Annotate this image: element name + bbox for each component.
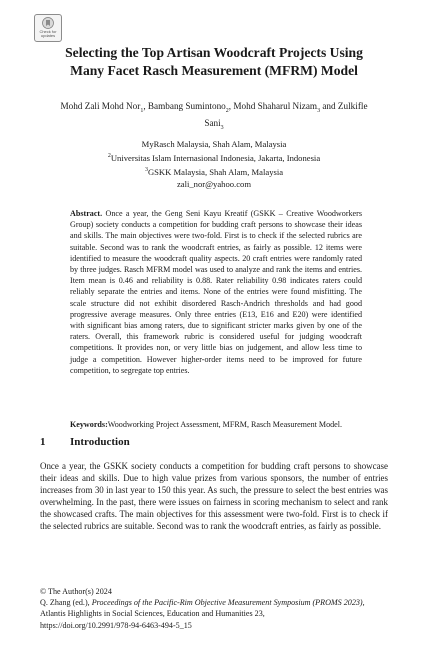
editors: Q. Zhang (ed.), [40,598,92,608]
section-title-text: Introduction [70,436,130,448]
badge-label: Check for updates [39,29,57,39]
author-name: Sani [204,117,221,128]
author-name: and Zulkifle [320,101,368,111]
abstract-text: Once a year, the Geng Seni Kayu Kreatif (GSKK – Creative Woodworkers Group) society conducts a competition for budding craft persons to showcase their ideas and skills. The main objectives were two-fold. First is to check if the selected rubrics are suitable. Second was to rank the woodcraft entries, as fairly as possible. 12 items were identified to measure the woodcraft quality aspects. 20 craft entries were randomly rated by three judges. Rasch MFRM model was used to analyze and rank the items and entries. Item mean is 0.46 and reliability is 0.88. Rater reliability 0.98 indicates raters could reliably separate the entries and items. None of the entries were found misfitting. The scale structure did not exhibit disordered Rasch-Andrich thresholds and had good progressive average measures. Only three entries (E13, E16 and E20) were identified with significant bias among raters, due to significant stricter marks given by one of the raters. Overall, this framework rubric is considered useful for judging woodcraft competitions. It provides non, or very little bias on judgement, and allow less time to judge a competition. However higher-order items need to be improved for future competition, to segregate top entries. [70,209,362,375]
copyright-notice: © The Author(s) 2024 [40,587,112,596]
affiliations: MyRasch Malaysia, Shah Alam, Malaysia $^2$Universitas Islam Internasional Indonesia, Jakarta, Indonesia $^3$GSKK Malaysia, Shah Alam, Malaysia zali_nor@yahoo.com [107,139,321,190]
proceedings-title: Proceedings of the Pacific-Rim Objective Measurement Symposium (PROMS 2023) [91,598,363,608]
keywords-label: Keywords: [70,420,108,429]
check-for-updates-badge[interactable] [34,14,62,42]
introduction-paragraph: Once a year, the GSKK society conducts a competition for budding craft persons to showcase their ideas and skills. Due to high value prizes from various sponsors, the number of entries increases from 30 in last year to 150 this year. As such, the pressure to select the best entries was overwhelming. In the past, there were issues on fairness in scoring mechanism to select and rank the showcased crafts. The main objectives for this assessment were two-fold. First is to check if the selected rubrics are suitable. Second was to rank the woodcraft entries, as fairly as possible. [40,461,388,531]
series-name: Atlantis Highlights in Social Sciences, Education and Humanities 23, [40,609,265,619]
paper-title [40,44,388,80]
author-email[interactable]: zali_nor@yahoo.com [176,179,252,190]
author-name: Mohd Zali Mohd Nor [60,101,141,111]
affiliation-3: GSKK Malaysia, Shah Alam, Malaysia [147,167,284,178]
abstract-label: Abstract. [70,209,103,218]
author-list: Mohd Zali Mohd Nor$_1$, Bambang Sumintono$_2$, Mohd Shaharul Nizam$_3$ and Zulkifle Sani$_3$ [60,101,368,131]
bookmark-icon [42,17,54,29]
section-number: 1 [40,436,46,448]
doi-link[interactable]: https://doi.org/10.2991/978-94-6463-494-5_15 [40,620,192,630]
affiliation-1: MyRasch Malaysia, Shah Alam, Malaysia [141,139,287,149]
keywords [70,419,362,430]
title-line-1: Selecting the Top Artisan Woodcraft Projects Using [65,45,363,60]
section-heading [40,435,130,449]
affiliation-2: Universitas Islam Internasional Indonesia, Jakarta, Indonesia [110,153,321,164]
author-name: , Bambang Sumintono [143,101,226,111]
abstract [70,208,362,376]
author-name: , Mohd Shaharul Nizam [228,101,318,111]
footer: © The Author(s) 2024 Q. Zhang (ed.), Proceedings of the Pacific-Rim Objective Measurement Symposium (PROMS 2023), Atlantis Highlights in Social Sciences, Education and Humanities 23, https://doi.org/10.2991/978-94-6463-494-5_15 [40,587,365,630]
title-line-2: Many Facet Rasch Measurement (MFRM) Model [70,63,358,78]
keywords-text: Woodworking Project Assessment, MFRM, Rasch Measurement Model. [107,420,343,429]
